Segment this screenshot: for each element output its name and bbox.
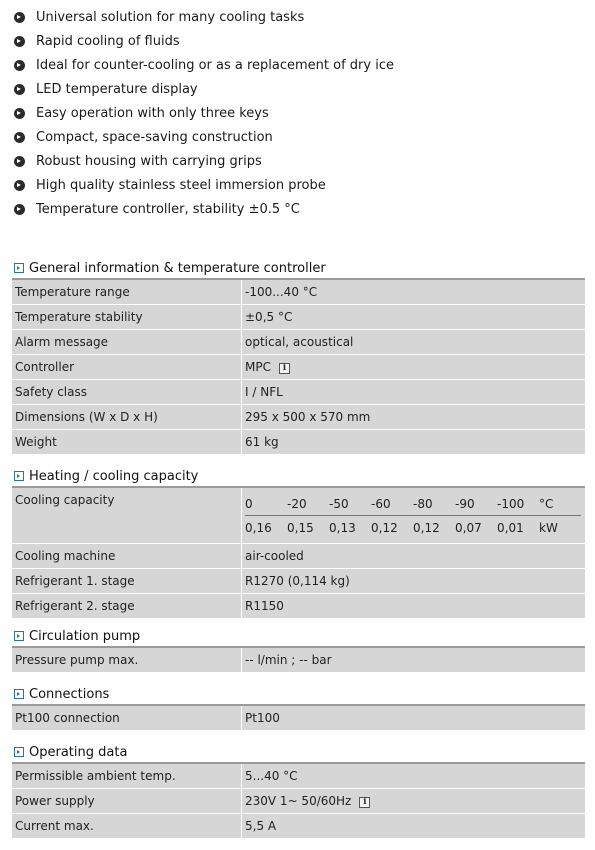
expand-arrow-icon[interactable]: [14, 747, 24, 757]
table-row: [12, 305, 585, 330]
table-row: [12, 488, 585, 544]
section-title: Operating data: [29, 744, 128, 760]
section-heating-cooling: [12, 466, 585, 619]
feature-text: Compact, space-saving construction: [36, 129, 273, 145]
spec-label: Permissible ambient temp.: [12, 764, 242, 789]
temp-cell: -50: [329, 492, 371, 516]
capacity-cell: 0,07: [455, 520, 482, 535]
arrow-circle-icon: [14, 12, 25, 23]
spec-label: Temperature range: [12, 280, 242, 305]
spec-value: 295 x 500 x 570 mm: [242, 405, 586, 430]
table-row: [12, 569, 585, 594]
feature-item: [14, 197, 584, 221]
table-row: [12, 430, 585, 455]
spec-table: [12, 280, 585, 455]
feature-text: Temperature controller, stability ±0.5 °C: [36, 201, 300, 217]
section-title: Heating / cooling capacity: [29, 468, 199, 484]
section-header[interactable]: [12, 258, 585, 280]
spec-value: [242, 789, 586, 814]
controller-value: MPC: [245, 360, 271, 374]
feature-text: Universal solution for many cooling tasks: [36, 9, 305, 25]
capacity-cell: 0,16: [245, 520, 272, 535]
arrow-circle-icon: [14, 60, 25, 71]
feature-list: [14, 5, 584, 221]
table-row: [12, 405, 585, 430]
feature-item: [14, 149, 584, 173]
arrow-circle-icon: [14, 36, 25, 47]
table-row: [12, 594, 585, 619]
spec-label: Cooling machine: [12, 544, 242, 569]
section-connections: [12, 684, 585, 731]
spec-value: R1150: [242, 594, 586, 619]
feature-item: [14, 53, 584, 77]
arrow-circle-icon: [14, 108, 25, 119]
section-header[interactable]: [12, 626, 585, 648]
spec-label: Pt100 connection: [12, 706, 242, 731]
spec-value: -100...40 °C: [242, 280, 586, 305]
info-icon[interactable]: i: [279, 363, 290, 374]
temp-unit-cell: °C: [539, 492, 581, 516]
temp-cell: 0: [245, 492, 287, 516]
feature-item: [14, 29, 584, 53]
spec-label: Pressure pump max.: [12, 648, 242, 673]
spec-label: Refrigerant 2. stage: [12, 594, 242, 619]
arrow-circle-icon: [14, 180, 25, 191]
spec-value: -- l/min ; -- bar: [242, 648, 586, 673]
feature-text: Ideal for counter-cooling or as a replacement of dry ice: [36, 57, 394, 73]
section-title: General information & temperature controller: [29, 260, 326, 276]
spec-value: [242, 355, 586, 380]
spec-label: Power supply: [12, 789, 242, 814]
temp-cell: -90: [455, 492, 497, 516]
table-row: [12, 544, 585, 569]
capacity-cell: 0,12: [413, 520, 440, 535]
spec-label: Cooling capacity: [12, 488, 242, 544]
table-row: [12, 355, 585, 380]
table-row: [12, 380, 585, 405]
feature-text: Easy operation with only three keys: [36, 105, 269, 121]
spec-label: Alarm message: [12, 330, 242, 355]
feature-text: Robust housing with carrying grips: [36, 153, 262, 169]
spec-table: [12, 764, 585, 839]
spec-label: Refrigerant 1. stage: [12, 569, 242, 594]
section-title: Circulation pump: [29, 628, 141, 644]
section-header[interactable]: [12, 742, 585, 764]
feature-text: LED temperature display: [36, 81, 198, 97]
expand-arrow-icon[interactable]: [14, 689, 24, 699]
arrow-circle-icon: [14, 84, 25, 95]
cooling-capacity-grid: [245, 492, 581, 539]
section-general: [12, 258, 585, 455]
spec-value: optical, acoustical: [242, 330, 586, 355]
temp-cell: -80: [413, 492, 455, 516]
table-row: [12, 330, 585, 355]
temp-cell: -60: [371, 492, 413, 516]
info-icon[interactable]: i: [359, 797, 370, 808]
spec-label: Controller: [12, 355, 242, 380]
power-supply-value: 230V 1~ 50/60Hz: [245, 794, 352, 808]
table-row: [12, 280, 585, 305]
capacity-cell: 0,15: [287, 520, 314, 535]
capacity-cell: 0,12: [371, 520, 398, 535]
cooling-capacity-value: [242, 488, 586, 544]
spec-value: 5...40 °C: [242, 764, 586, 789]
spec-table: [12, 488, 585, 619]
capacity-cell: 0,13: [329, 520, 356, 535]
capacity-unit-cell: kW: [539, 520, 558, 535]
expand-arrow-icon[interactable]: [14, 263, 24, 273]
table-row: [12, 789, 585, 814]
spec-value: 5,5 A: [242, 814, 586, 839]
expand-arrow-icon[interactable]: [14, 631, 24, 641]
feature-item: [14, 5, 584, 29]
feature-text: Rapid cooling of fluids: [36, 33, 180, 49]
feature-item: [14, 125, 584, 149]
capacity-cell: 0,01: [497, 520, 524, 535]
arrow-circle-icon: [14, 132, 25, 143]
table-row: [12, 648, 585, 673]
spec-label: Current max.: [12, 814, 242, 839]
arrow-circle-icon: [14, 156, 25, 167]
arrow-circle-icon: [14, 204, 25, 215]
section-operating-data: [12, 742, 585, 839]
temp-cell: -100: [497, 492, 539, 516]
section-header[interactable]: [12, 684, 585, 706]
feature-item: [14, 77, 584, 101]
spec-value: 61 kg: [242, 430, 586, 455]
spec-value: R1270 (0,114 kg): [242, 569, 586, 594]
spec-label: Weight: [12, 430, 242, 455]
table-row: [12, 814, 585, 839]
spec-value: Pt100: [242, 706, 586, 731]
table-row: [12, 764, 585, 789]
spec-table: [12, 706, 585, 731]
table-row: [12, 706, 585, 731]
section-header[interactable]: [12, 466, 585, 488]
expand-arrow-icon[interactable]: [14, 471, 24, 481]
spec-value: ±0,5 °C: [242, 305, 586, 330]
section-title: Connections: [29, 686, 110, 702]
spec-value: air-cooled: [242, 544, 586, 569]
temp-cell: -20: [287, 492, 329, 516]
spec-table: [12, 648, 585, 673]
spec-label: Temperature stability: [12, 305, 242, 330]
feature-item: [14, 173, 584, 197]
feature-item: [14, 101, 584, 125]
section-circulation-pump: [12, 626, 585, 673]
spec-value: I / NFL: [242, 380, 586, 405]
spec-label: Safety class: [12, 380, 242, 405]
feature-text: High quality stainless steel immersion probe: [36, 177, 326, 193]
spec-label: Dimensions (W x D x H): [12, 405, 242, 430]
